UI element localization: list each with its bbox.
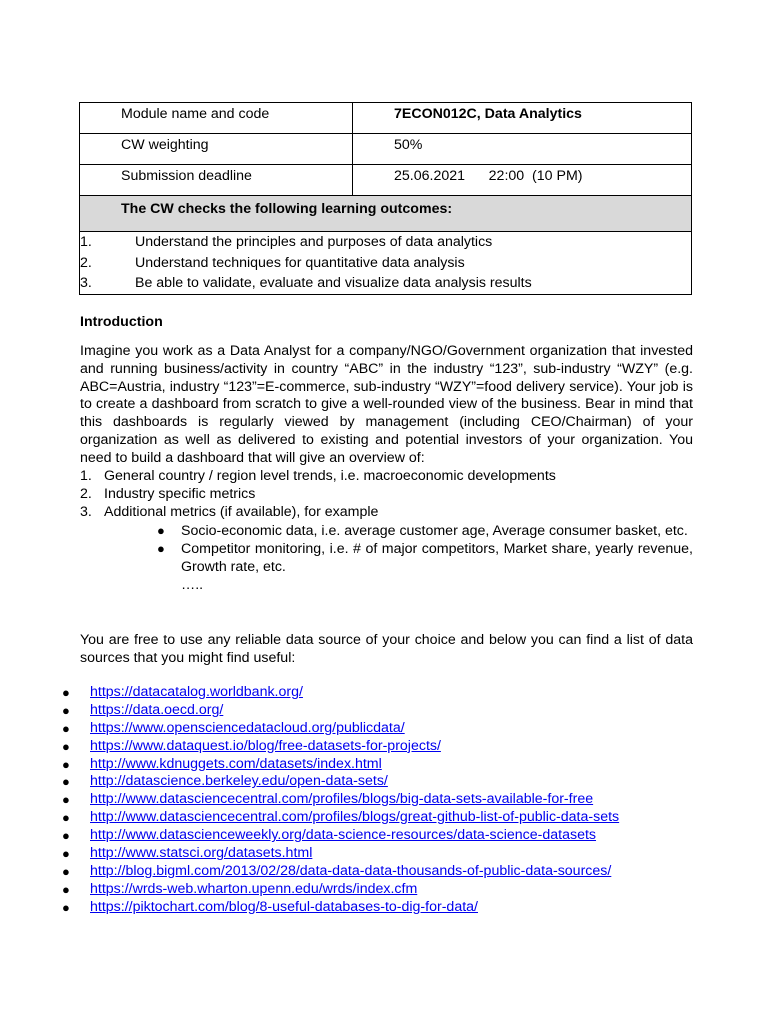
list-text: Socio-economic data, i.e. average customer age, Average consumer basket, etc. xyxy=(181,523,688,539)
overview-list xyxy=(80,468,693,521)
outcomes-header: The CW checks the following learning outcomes: xyxy=(80,196,692,232)
deadline-label: Submission deadline xyxy=(80,165,353,196)
bullet-icon: ● xyxy=(62,738,70,754)
list-number: 3. xyxy=(80,503,92,520)
bullet-icon: ● xyxy=(157,523,165,538)
outcome-number: 1. xyxy=(80,234,92,250)
list-text: Additional metrics (if available), for example xyxy=(104,503,379,520)
outcome-item xyxy=(80,232,691,253)
list-item xyxy=(157,540,693,576)
list-text: General country / region level trends, i.e. macroeconomic developments xyxy=(104,468,556,484)
list-item xyxy=(157,576,693,594)
list-item xyxy=(62,845,619,863)
data-source-link[interactable]: https://wrds-web.wharton.upenn.edu/wrds/index.cfm xyxy=(90,880,418,897)
list-item xyxy=(80,468,693,486)
bullet-icon: ● xyxy=(62,702,70,718)
data-source-link[interactable]: http://www.statsci.org/datasets.html xyxy=(90,845,313,862)
ellipsis-text: ….. xyxy=(181,577,204,593)
list-item xyxy=(80,504,693,522)
module-label: Module name and code xyxy=(80,103,353,134)
outcome-number: 2. xyxy=(80,254,92,271)
bullet-icon: ● xyxy=(62,792,70,808)
weighting-value: 50% xyxy=(353,134,692,165)
bullet-icon: ● xyxy=(62,720,70,736)
table-row xyxy=(80,134,692,165)
list-item xyxy=(62,773,619,791)
list-item xyxy=(62,827,619,845)
table-row xyxy=(80,165,692,196)
bullet-icon: ● xyxy=(62,685,70,700)
list-item xyxy=(80,486,693,504)
table-row xyxy=(80,232,692,295)
sources-paragraph: You are free to use any reliable data source of your choice and below you can find a list of data sources that you might find useful: xyxy=(80,632,693,666)
list-text: Competitor monitoring, i.e. # of major competitors, Market share, yearly revenue, Growth rate, etc. xyxy=(181,541,693,575)
data-source-link[interactable]: http://datascience.berkeley.edu/open-data-sets/ xyxy=(90,773,388,790)
bullet-icon: ● xyxy=(157,541,165,556)
data-source-link[interactable]: https://www.dataquest.io/blog/free-datasets-for-projects/ xyxy=(90,737,441,754)
outcome-number: 3. xyxy=(80,275,92,291)
introduction-heading: Introduction xyxy=(80,314,163,330)
deadline-value xyxy=(353,165,692,196)
data-source-link[interactable]: http://www.kdnuggets.com/datasets/index.html xyxy=(90,755,382,772)
introduction-paragraph: Imagine you work as a Data Analyst for a company/NGO/Government organization that invested and running business/activity in country “ABC” in the industry “123”, sub-industry “WZY” (e.g. ABC=Austria, industry “123”=E-commerce, sub-industry “WZY”=food delivery service). Your job is to create a dashboard from scratch to give a well-rounded view of the business. Bear in mind that this dashboards is regularly viewed by management (including CEO/Chairman) of your organization as well as delivered to existing and potential investors of your organization. You need to build a dashboard that will give an overview of: xyxy=(80,343,693,466)
data-source-link[interactable]: http://www.datascienceweekly.org/data-science-resources/data-science-datasets xyxy=(90,827,597,844)
module-info-table xyxy=(79,102,692,295)
data-source-link[interactable]: https://data.oecd.org/ xyxy=(90,701,224,718)
list-text: Industry specific metrics xyxy=(104,485,256,502)
list-item xyxy=(157,522,693,540)
bullet-icon: ● xyxy=(62,846,70,862)
outcome-item xyxy=(80,273,691,294)
data-source-link[interactable]: http://www.datasciencecentral.com/profiles/blogs/great-github-list-of-public-data-sets xyxy=(90,809,620,826)
bullet-icon: ● xyxy=(62,756,70,772)
list-item xyxy=(62,684,619,702)
list-item xyxy=(62,702,619,720)
bullet-icon: ● xyxy=(62,828,70,844)
table-row xyxy=(80,103,692,134)
outcome-text: Understand the principles and purposes of data analytics xyxy=(135,234,493,250)
outcomes-list xyxy=(80,232,692,295)
list-item xyxy=(62,738,619,756)
bullet-icon: ● xyxy=(62,863,70,879)
weighting-label: CW weighting xyxy=(80,134,353,165)
list-item xyxy=(62,863,619,881)
data-source-link[interactable]: https://piktochart.com/blog/8-useful-databases-to-dig-for-data/ xyxy=(90,898,478,915)
list-number: 2. xyxy=(80,485,92,502)
list-item xyxy=(62,756,619,774)
bullet-icon: ● xyxy=(62,899,70,915)
list-item xyxy=(62,791,619,809)
table-row xyxy=(80,196,692,232)
bullet-icon: ● xyxy=(62,881,70,897)
data-source-link[interactable]: https://www.opensciencedatacloud.org/publicdata/ xyxy=(90,719,405,736)
module-value: 7ECON012C, Data Analytics xyxy=(353,103,692,134)
outcome-text: Understand techniques for quantitative data analysis xyxy=(135,254,465,271)
data-source-link[interactable]: http://www.datasciencecentral.com/profiles/blogs/big-data-sets-available-for-free xyxy=(90,791,594,808)
additional-metrics-list xyxy=(157,522,693,594)
list-item xyxy=(62,881,619,899)
list-item xyxy=(62,720,619,738)
list-item xyxy=(62,899,619,917)
data-source-link[interactable]: https://datacatalog.worldbank.org/ xyxy=(90,684,303,700)
list-number: 1. xyxy=(80,468,92,484)
deadline-text: 25.06.2021 22:00 (10 PM) xyxy=(394,168,583,184)
outcome-item xyxy=(80,253,691,274)
data-source-link[interactable]: http://blog.bigml.com/2013/02/28/data-data-data-thousands-of-public-data-sources/ xyxy=(90,862,612,879)
list-item xyxy=(62,809,619,827)
outcome-text: Be able to validate, evaluate and visualize data analysis results xyxy=(135,275,532,291)
bullet-icon: ● xyxy=(62,810,70,826)
bullet-icon: ● xyxy=(62,774,70,790)
data-sources-list xyxy=(62,684,619,917)
